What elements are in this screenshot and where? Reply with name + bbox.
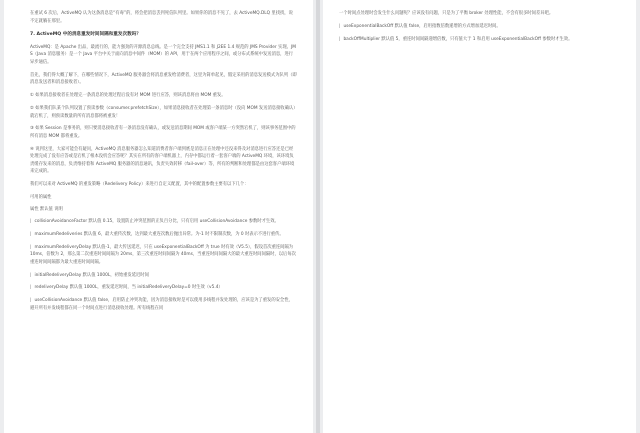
attribute-text: collisionAvoidanceFactor 默认值 0.15，设置防止冲突范围的正负百分比，只有启用 useCollisionAvoidance 参数时才生效。 xyxy=(34,219,279,224)
intro-paragraph: 在重试 6 次后，ActiveMQ 认为这条消息是“有毒”的，将会把消息丢到死信队列里。如果你的消息不见了，去 ActiveMQ.DLQ 里找找，说不定就躺在那里。 xyxy=(30,11,293,24)
bullet-bar-icon: | xyxy=(339,23,341,29)
attribute-item xyxy=(30,231,297,239)
attribute-item xyxy=(30,218,297,226)
attribute-text: useCollisionAvoidance 默认值 false，启用防止冲突功能，因为消息接收时是可以使用多线程并发处理的，应该是为了重发的安全性，避开所有并发线程都在同一个时间点进行消息接收处理。所有线程在同 xyxy=(30,298,293,311)
body-paragraph: 我们可以来对 ActiveMQ 的重发策略（Redelivery Policy）来进行自定义配置，其中的配置参数主要有以下几个： xyxy=(30,182,249,188)
attribute-text: initialRedeliveryDelay 默认值 1000L，初始重发延迟时间 xyxy=(34,272,149,278)
document-page-left xyxy=(4,0,313,433)
attributes-label: 可用的属性 xyxy=(30,195,52,200)
attribute-text: redeliveryDelay 默认值 1000L，重发延迟时间，当 initialRedeliveryDelay=0 时生效（v5.4） xyxy=(34,285,223,291)
body-paragraph: ① 如果消息接收者在处理完一条消息的处理过程后没有对 MOM 进行应答，则该消息将由 MOM 重发。 xyxy=(30,93,226,99)
attribute-item xyxy=(339,36,620,44)
attribute-item xyxy=(30,272,297,280)
attribute-item xyxy=(30,244,297,267)
document-page-right xyxy=(323,0,636,433)
bullet-bar-icon: | xyxy=(30,272,32,278)
attribute-text: backOffMultiplier 默认值 5，重连时间间隔递增倍数，只有值大于 1 和启用 useExponentialBackOff 参数时才生效。 xyxy=(343,36,573,42)
attributes-header: 属性 默认值 说明 xyxy=(30,207,63,212)
attribute-item xyxy=(30,297,297,312)
body-paragraph: ② 如果我们队某个队列设置了预读参数（consumer.prefetchSize），如果消息接收者在处理第一条消息时（没向 MOM 发送消息接收确认）就宕机了，则预读数量的所有消息都将被重发！ xyxy=(30,105,296,119)
attribute-item xyxy=(30,284,297,292)
bullet-bar-icon: | xyxy=(30,285,32,291)
body-paragraph: ActiveMQ：是 Apache 出品，最流行的，能力强劲的开源消息总线。是一个完全支持 JMS1.1 和 J2EE 1.4 规范的 JMS Provider 实现。JMS（Java 消息服务）是一个 Java 平台中关于面向消息中间件（MOM）的 API，用于在两个应用程序之间，或分布式系统中发送消息，进行异步通信。 xyxy=(30,44,296,65)
attribute-text: maximumRedeliveries 默认值 6，最大重传次数，达到最大重连次数后抛出异常。为-1 时不限制次数，为 0 时表示不进行重传。 xyxy=(34,231,284,237)
attribute-item xyxy=(339,23,620,31)
bullet-bar-icon: | xyxy=(30,298,32,304)
bullet-bar-icon: | xyxy=(30,244,32,250)
continuation-paragraph: 一个时间点处理时会发生什么问题呢？应该没有问题，只是为了平衡 broker 处理性能，不会有很多时间差异吧。 xyxy=(339,11,554,16)
body-paragraph: ③ 如果 Session 是事务的，则只要消息接收者有一条消息没有确认，或发送消息期间 MOM 或客户端某一方突然宕机了，则该事务范围中的所有消息 MOM 都将重发。 xyxy=(30,126,296,139)
attribute-text: maximumRedeliveryDelay 默认值-1，最大传送延迟，只在 useExponentialBackOff 为 true 时有效（V5.5），假设首次重连间隔为 10ms，倍数为 2，那么第二次重连时间间隔为 20ms，第三次重连时间间隔为 40ms，当重连时间间隔大的最大重连时间间隔时，以后每次重连时间间隔都为最大重连时间间隔。 xyxy=(30,244,296,265)
bullet-bar-icon: | xyxy=(30,231,32,237)
bullet-bar-icon: | xyxy=(339,36,341,42)
bullet-bar-icon: | xyxy=(30,219,32,224)
body-paragraph: ④ 说到这里，大家可能会有疑问，ActiveMQ 消息服务器怎么知道消费者客户端到底是消息正在处理中还没来得及对消息进行应答还是已经处理完成了没有应答或是宕机了根本没机会应答呢？其实在所有的客户端机器上，内存中都运行着一套客户端的 ActiveMQ 环境，该环境负责缓存发来的消息，负责维持着和 ActiveMQ 服务器的消息通讯，负责失效转移（fail-over）等，所有的判断和处理都是由这套客户端环境来完成的。 xyxy=(30,146,295,175)
body-paragraph: 首先，我们得大概了解下，在哪些情况下，ActiveMQ 服务器会将消息重发给消费者，这里为简单起见，假定采用的消息发送模式为队列（即消息发送者和消息接收者）。 xyxy=(30,72,297,86)
section-title: 7. ActiveMQ 中的消息重发时间间隔和重发次数吗？ xyxy=(30,32,141,38)
page-gutter xyxy=(316,0,320,433)
attribute-text: useExponentialBackOff 默认值 false，启用指数倍数递增的方式增加延迟时间。 xyxy=(343,23,501,29)
